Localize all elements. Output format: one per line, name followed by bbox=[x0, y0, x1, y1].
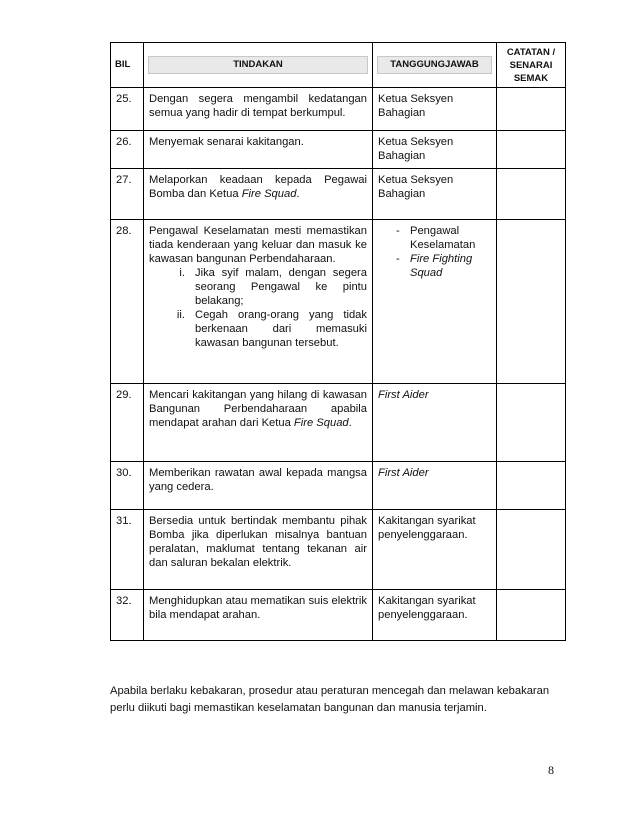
sub-item-number: i. bbox=[179, 267, 185, 279]
header-catatan bbox=[497, 43, 566, 88]
sub-item-number: ii. bbox=[176, 309, 185, 321]
row-number: 25. bbox=[111, 88, 144, 131]
sub-item-text: Jika syif malam, dengan segera seorang Pengawal ke pintu belakang; bbox=[195, 267, 367, 307]
header-tindakan-label: TINDAKAN bbox=[148, 56, 368, 74]
table-row bbox=[111, 510, 566, 590]
row-action bbox=[144, 169, 373, 220]
row-action-text: Mencari kakitangan yang hilang di kawasan Bangunan Perbendaharaan apabila mendapat arahan dari Ketua bbox=[149, 389, 367, 429]
row-action-italic: Fire Squad bbox=[293, 417, 349, 429]
row-action: Memberikan rawatan awal kepada mangsa yang cedera. bbox=[144, 462, 373, 510]
page-number: 8 bbox=[548, 763, 554, 777]
responsible-item-text: Fire Fighting Squad bbox=[410, 253, 473, 279]
closing-paragraph: Apabila berlaku kebakaran, prosedur atau peraturan mencegah dan melawan kebakaran perlu diikuti bagi memastikan keselamatan bangunan dan manusia terjamin. bbox=[110, 685, 550, 714]
row-action: Dengan segera mengambil kedatangan semua yang hadir di tempat berkumpul. bbox=[144, 88, 373, 131]
row-responsible: First Aider bbox=[373, 384, 497, 462]
row-action: Menyemak senarai kakitangan. bbox=[144, 131, 373, 169]
table-header-row bbox=[111, 43, 566, 88]
row-checklist bbox=[497, 131, 566, 169]
table-row bbox=[111, 590, 566, 641]
row-responsible: Kakitangan syarikat penyelenggaraan. bbox=[373, 510, 497, 590]
row-number: 28. bbox=[111, 220, 144, 384]
sub-item-text: Cegah orang-orang yang tidak berkenaan dari memasuki kawasan bangunan tersebut. bbox=[195, 309, 367, 349]
header-catatan-line: CATATAN / bbox=[506, 46, 556, 58]
table-row bbox=[111, 220, 566, 384]
row-action-italic: Fire Squad bbox=[241, 188, 297, 200]
row-checklist bbox=[497, 590, 566, 641]
row-checklist bbox=[497, 510, 566, 590]
header-tindakan bbox=[144, 43, 373, 88]
row-responsible: Ketua Seksyen Bahagian bbox=[373, 88, 497, 131]
header-catatan-line: SEMAK bbox=[513, 72, 549, 84]
row-action-end: . bbox=[348, 417, 352, 429]
table-row bbox=[111, 384, 566, 462]
procedure-table bbox=[110, 42, 566, 641]
row-checklist bbox=[497, 88, 566, 131]
row-number: 26. bbox=[111, 131, 144, 169]
responsible-item bbox=[396, 224, 491, 252]
row-checklist bbox=[497, 384, 566, 462]
row-number: 29. bbox=[111, 384, 144, 462]
row-action: Menghidupkan atau mematikan suis elektrik bila mendapat arahan. bbox=[144, 590, 373, 641]
header-tanggungjawab-label: TANGGUNGJAWAB bbox=[377, 56, 492, 74]
responsible-item bbox=[396, 252, 491, 280]
table-row bbox=[111, 88, 566, 131]
sub-item bbox=[149, 266, 367, 308]
row-action-text: Pengawal Keselamatan mesti memastikan tiada kenderaan yang keluar dan masuk ke kawasan bangunan Perbendaharaan. bbox=[149, 225, 367, 265]
row-responsible: First Aider bbox=[373, 462, 497, 510]
row-action: Bersedia untuk bertindak membantu pihak Bomba jika diperlukan misalnya bantuan peralatan, maklumat tentang tekanan air dan saluran bekalan elektrik. bbox=[144, 510, 373, 590]
header-tanggungjawab bbox=[373, 43, 497, 88]
row-number: 30. bbox=[111, 462, 144, 510]
header-catatan-line: SENARAI bbox=[509, 59, 553, 71]
table-row bbox=[111, 462, 566, 510]
row-number: 27. bbox=[111, 169, 144, 220]
responsible-item-text: Pengawal Keselamatan bbox=[410, 225, 476, 251]
row-number: 31. bbox=[111, 510, 144, 590]
row-action bbox=[144, 384, 373, 462]
row-responsible: Ketua Seksyen Bahagian bbox=[373, 131, 497, 169]
dash-bullet: - bbox=[396, 253, 400, 265]
row-action-end: . bbox=[296, 188, 300, 200]
table-row bbox=[111, 169, 566, 220]
row-checklist bbox=[497, 220, 566, 384]
row-action-text: Melaporkan keadaan kepada Pegawai Bomba dan Ketua bbox=[149, 174, 367, 200]
table-row bbox=[111, 131, 566, 169]
row-number: 32. bbox=[111, 590, 144, 641]
row-responsible: Kakitangan syarikat penyelenggaraan. bbox=[373, 590, 497, 641]
row-checklist bbox=[497, 462, 566, 510]
row-responsible: Ketua Seksyen Bahagian bbox=[373, 169, 497, 220]
row-checklist bbox=[497, 169, 566, 220]
dash-bullet: - bbox=[396, 225, 400, 237]
sub-item bbox=[149, 308, 367, 350]
row-action bbox=[144, 220, 373, 384]
header-bil: BIL bbox=[111, 43, 144, 88]
row-responsible bbox=[373, 220, 497, 384]
